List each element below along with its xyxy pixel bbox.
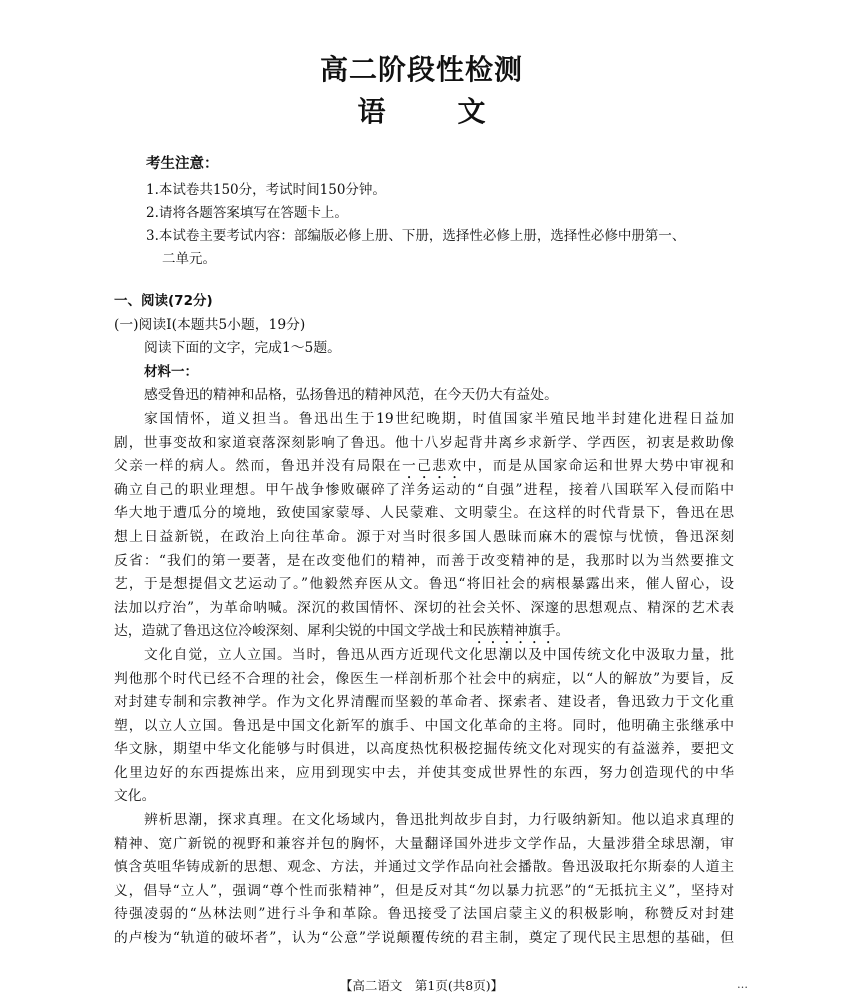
text-line: 待强凌弱的“丛林法则”进行斗争和革除。鲁迅接受了法国启蒙主义的积极影响，称赞反对封建	[114, 906, 734, 923]
text-line: 家国情怀，道义担当。鲁迅出生于19世纪晚期，时值国家半殖民地半封建化进程日益加	[144, 410, 734, 427]
material-label: 材料一：	[144, 363, 198, 380]
text-line: 判他那个时代已经不合理的社会，像医生一样剖析那个社会中的病症，以“人的解放”为要旨，反	[114, 670, 734, 687]
text-line: 的卢梭为“轨道的破坏者”，认为“公意”学说颠覆传统的君主制，奠定了现代民主思想的基础，但	[114, 930, 734, 947]
notice-item: 3.本试卷主要考试内容：部编版必修上册、下册，选择性必修上册，选择性必修中册第一、	[146, 228, 686, 244]
article-lead: 感受鲁迅的精神和品格，弘扬鲁迅的精神风范，在今天仍大有益处。	[144, 387, 558, 404]
text-segment: 。	[555, 623, 570, 640]
text-line: 华文脉，期望中华文化能够与时俱进，以高度热忱积极挖掘传统文化对现实的有益滋养，要把文	[114, 741, 734, 758]
exam-title: 高二阶段性检测	[319, 53, 523, 86]
text-line: 精神、宽广新锐的视野和兼容并包的胸怀，大量翻译国外进步文学作品，大量涉猎全球思潮，审	[114, 835, 734, 852]
text-line	[114, 455, 734, 479]
text-line: 塑，以立人立国。鲁迅是中国文化新军的旗手、中国文化革命的主将。同时，他明确主张继承中	[114, 717, 734, 734]
text-line	[114, 620, 734, 644]
text-line: 义，倡导“立人”，强调“尊个性而张精神”，但是反对其“勿以暴力抗恶”的“无抵抗主义”，坚持对	[114, 882, 734, 899]
subject-title	[0, 90, 843, 130]
text-line: 剧，世事变故和家道衰落深刻影响了鲁迅。他十八岁起背井离乡求新学、学西医，初衷是救助像	[114, 434, 734, 451]
text-segment: 父亲一样的病人。然而，鲁迅并没有局限在	[114, 458, 402, 475]
text-line: 确立自己的职业理想。甲午战争惨败碾碎了洋务运动的“自强”进程，接着八国联军入侵而陷中	[114, 481, 734, 498]
text-line: 想上日益新锐，在政治上向往革命。源于对当时很多国人愚昧而麻木的震惊与忧愤，鲁迅深刻	[114, 528, 734, 545]
text-line: 法加以疗治”，为革命呐喊。深沉的救国情怀、深切的社会关怀、深邃的思想观点、精深的艺术表	[114, 599, 734, 616]
subject-char-1: 语	[357, 95, 386, 128]
text-line: 化里边好的东西提炼出来，应用到现实中去，并使其变成世界性的东西，努力创造现代的中华	[114, 764, 734, 781]
footer-mark: …	[737, 978, 748, 991]
text-line: 反省：“我们的第一要著，是在改变他们的精神，而善于改变精神的是，我那时以为当然要推文	[114, 552, 734, 569]
reading-section	[114, 290, 734, 951]
text-line: 华大地于遭瓜分的境地，致使国家蒙辱、人民蒙难、文明蒙尘。在这样的时代背景下，鲁迅在思	[114, 505, 734, 522]
paragraph-3	[114, 809, 734, 951]
text-line: 文化。	[114, 788, 156, 805]
text-line: 辨析思潮，探求真理。在文化场域内，鲁迅批判故步自封，力行吸纳新知。他以追求真理的	[144, 812, 734, 829]
emphasized-phrase: 一己悲欢	[401, 458, 463, 475]
part-heading: 一、阅读(72分)	[114, 293, 213, 309]
text-line: 艺，于是想提倡文艺运动了。”他毅然弃医从文。鲁迅“将旧社会的病根暴露出来，催人留心，设	[114, 576, 734, 593]
text-segment: 达，造就了鲁迅这位冷峻深刻、犀利尖锐的中国文学战士和	[114, 623, 473, 640]
text-line: 文化自觉，立人立国。当时，鲁迅从西方近现代文化思潮以及中国传统文化中汲取力量，批	[144, 646, 734, 663]
candidate-notice	[146, 152, 746, 271]
notice-item: 1.本试卷共150分，考试时间150分钟。	[146, 182, 386, 198]
paragraph-1	[114, 408, 734, 644]
text-line: 对封建专制和宗教神学。作为文化界清醒而坚毅的革命者、探索者、建设者，鲁迅致力于文化重	[114, 694, 734, 711]
subject-char-2: 文	[457, 95, 486, 128]
paragraph-2	[114, 644, 734, 809]
notice-heading: 考生注意：	[146, 156, 219, 172]
notice-item-continuation: 二单元。	[162, 251, 216, 267]
page-footer: 【高二语文 第1页(共8页)】	[339, 978, 504, 993]
instruction: 阅读下面的文字，完成1～5题。	[144, 340, 341, 357]
sub-heading: (一)阅读Ⅰ(本题共5小题，19分)	[114, 316, 306, 333]
text-segment: 中，而是从国家命运和世界大势中审视和	[462, 458, 735, 475]
notice-item: 2.请将各题答案填写在答题卡上。	[146, 205, 348, 221]
text-line: 慎含英咀华铸成新的思想、观念、方法，并通过文学作品向社会播散。鲁迅汲取托尔斯泰的人道主	[114, 859, 734, 876]
emphasized-phrase: 民族精神旗手	[472, 623, 556, 640]
